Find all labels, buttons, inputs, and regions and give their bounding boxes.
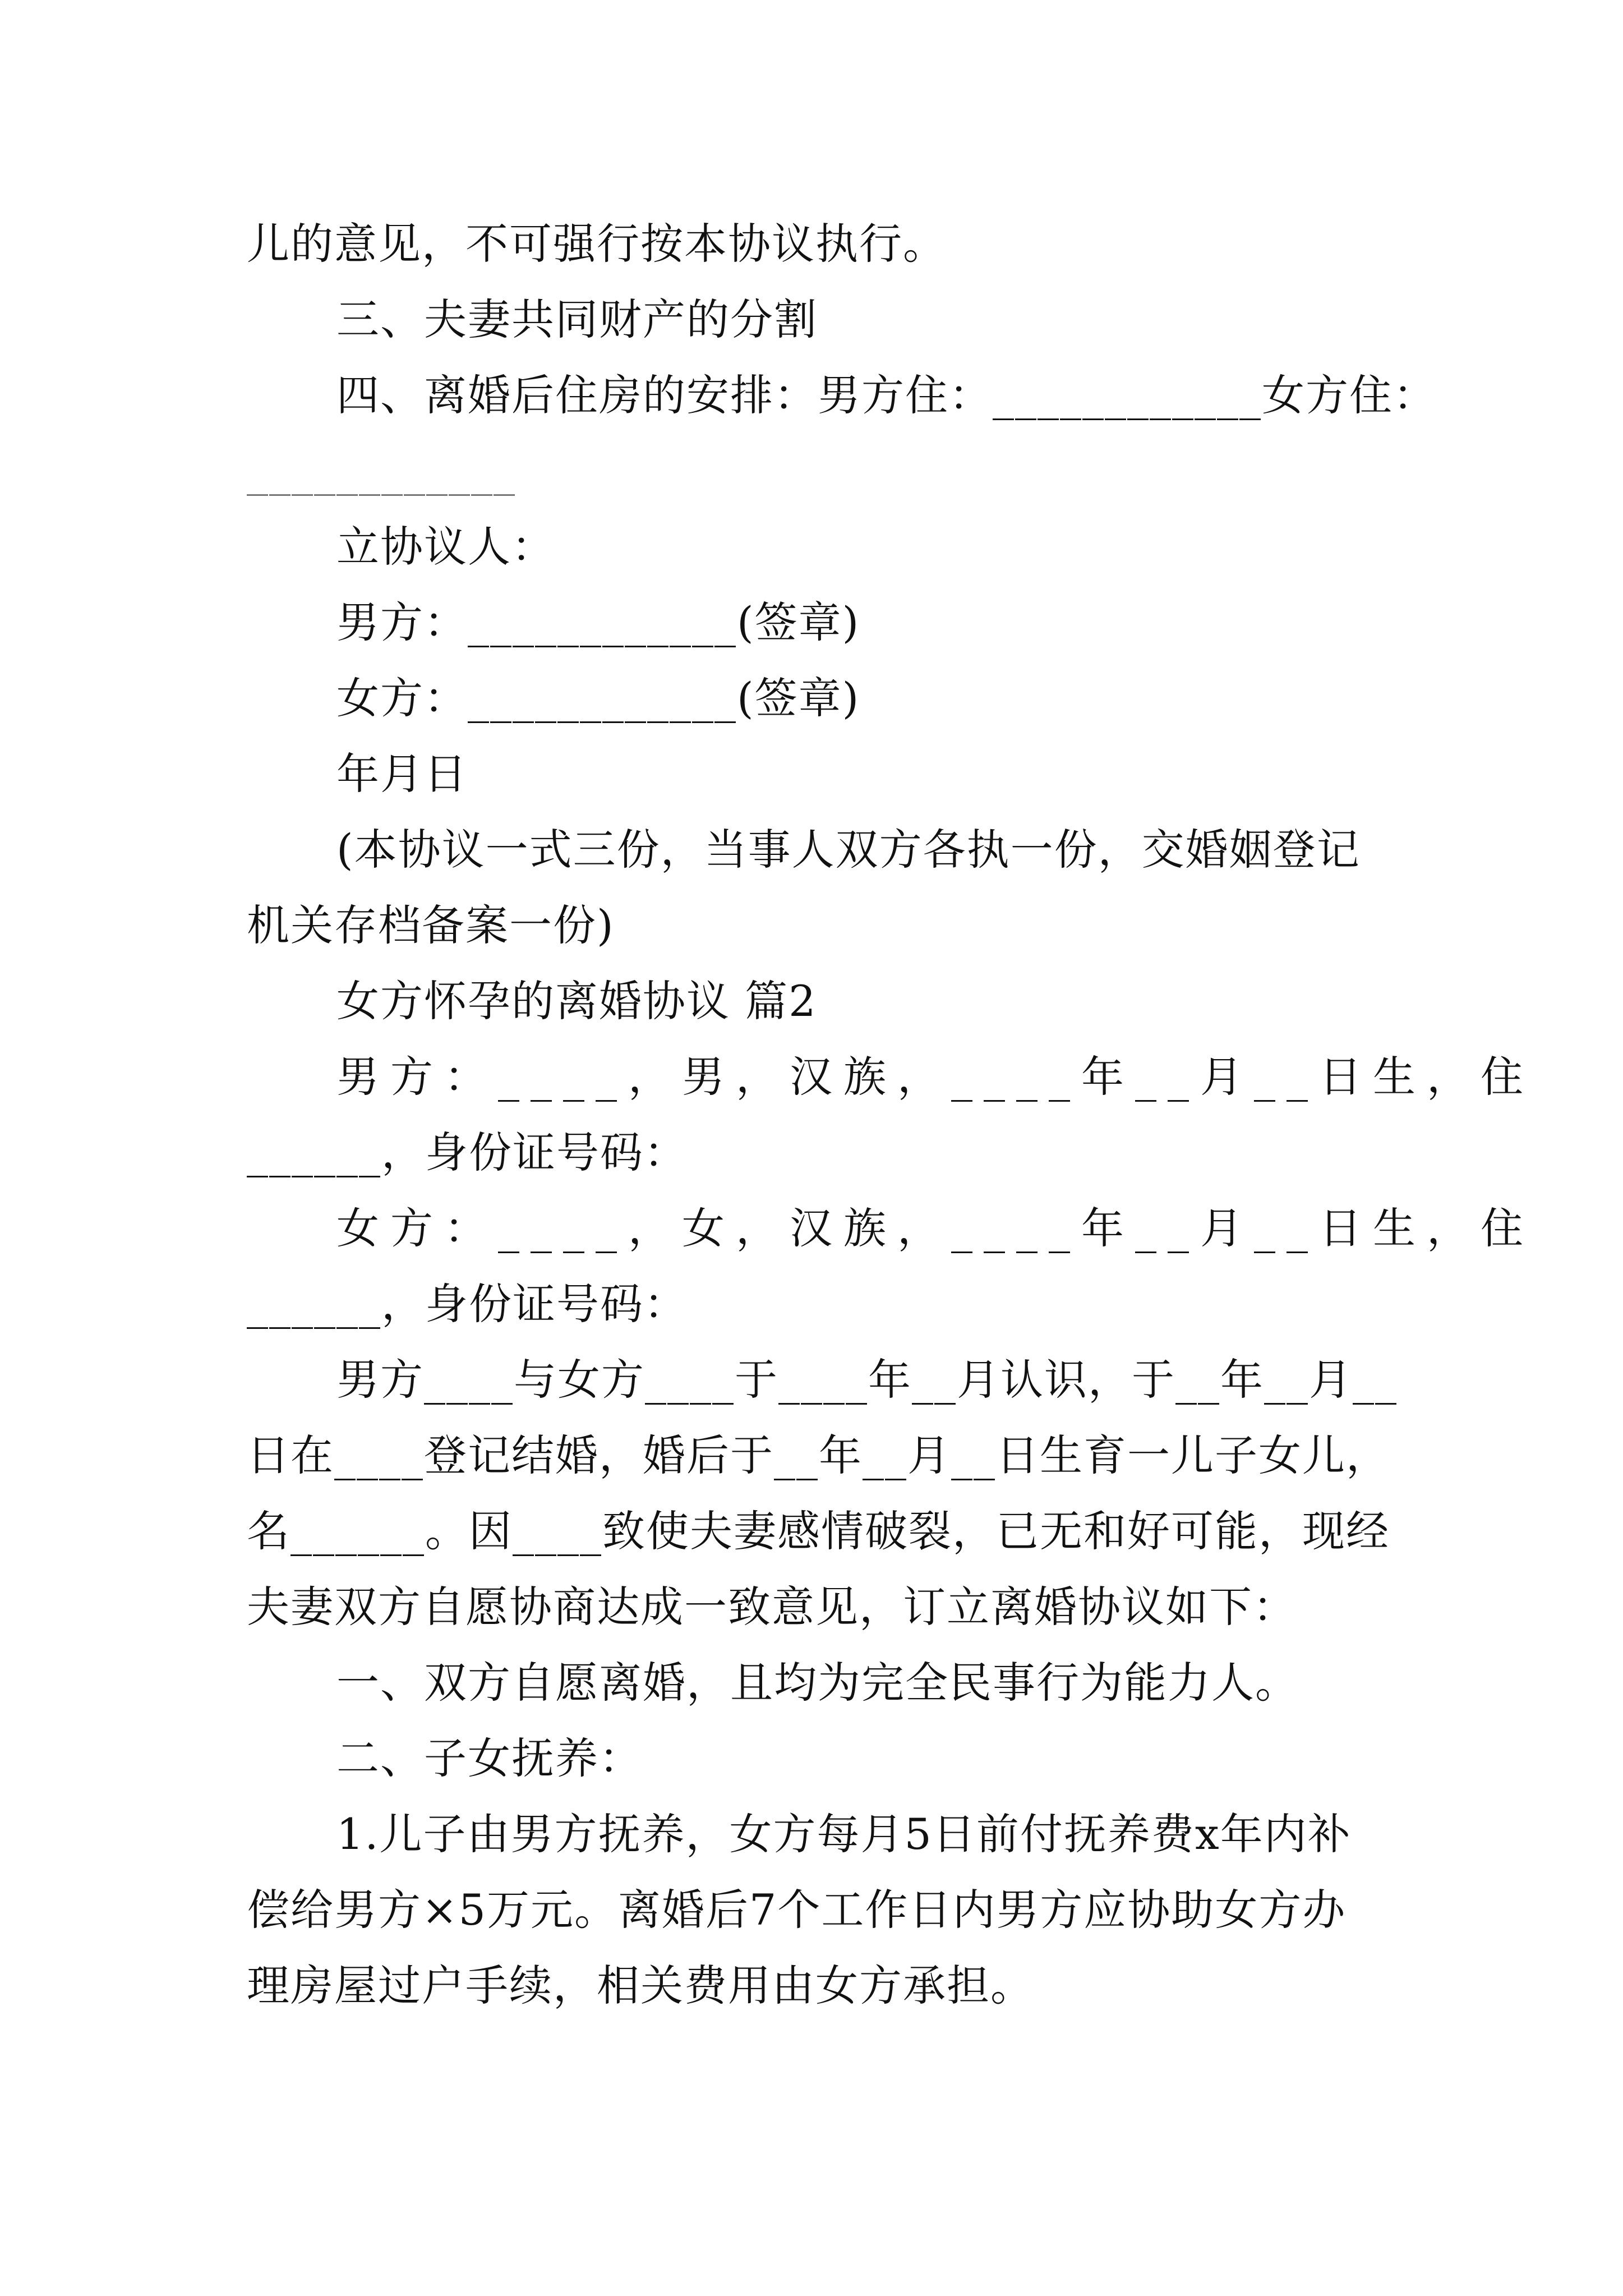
female-info-line: 女方：____，女，汉族，____年__月__日生，住 [336,1203,1534,1253]
clause-1: 一、双方自愿离婚，且均为完全民事行为能力人。 [336,1658,1299,1708]
text-line: 偿给男方×5万元。离婚后7个工作日内男方应协助女方办 [247,1885,1347,1935]
document-title: 女方怀孕的离婚协议 篇2 [336,976,817,1026]
text-line: 夫妻双方自愿协商达成一致意见，订立离婚协议如下： [247,1582,1297,1632]
male-info-line: 男方：____，男，汉族，____年__月__日生，住 [336,1052,1534,1102]
text-line: 机关存档备案一份) [247,900,615,950]
clause-2-heading: 二、子女抚养： [336,1733,643,1783]
blank-line: ____________ [247,446,516,496]
text-line: 日在____登记结婚，婚后于__年__月__日生育一儿子女儿， [247,1430,1390,1480]
text-line: 名______。因____致使夫妻感情破裂，已无和好可能，现经 [247,1506,1390,1556]
text-line: 儿的意见，不可强行按本协议执行。 [247,219,947,269]
section-heading: 三、夫妻共同财产的分割 [336,295,818,344]
text-line: ______，身份证号码： [247,1279,688,1329]
signature-line-male: 男方：____________(签章) [336,597,860,647]
text-line: (本协议一式三份，当事人双方各执一份，交婚姻登记 [336,825,1361,875]
text-line: 四、离婚后住房的安排：男方住：____________女方住： [336,370,1437,420]
text-line: 立协议人： [336,522,555,572]
text-line: 男方____与女方____于____年__月认识，于__年__月__ [336,1355,1398,1405]
text-line: 1.儿子由男方抚养，女方每月5日前付抚养费x年内补 [336,1809,1352,1859]
date-line: 年月日 [336,749,468,799]
text-line: ______，身份证号码： [247,1128,688,1177]
text-line: 理房屋过户手续，相关费用由女方承担。 [247,1961,1034,2010]
signature-line-female: 女方：____________(签章) [336,673,860,723]
